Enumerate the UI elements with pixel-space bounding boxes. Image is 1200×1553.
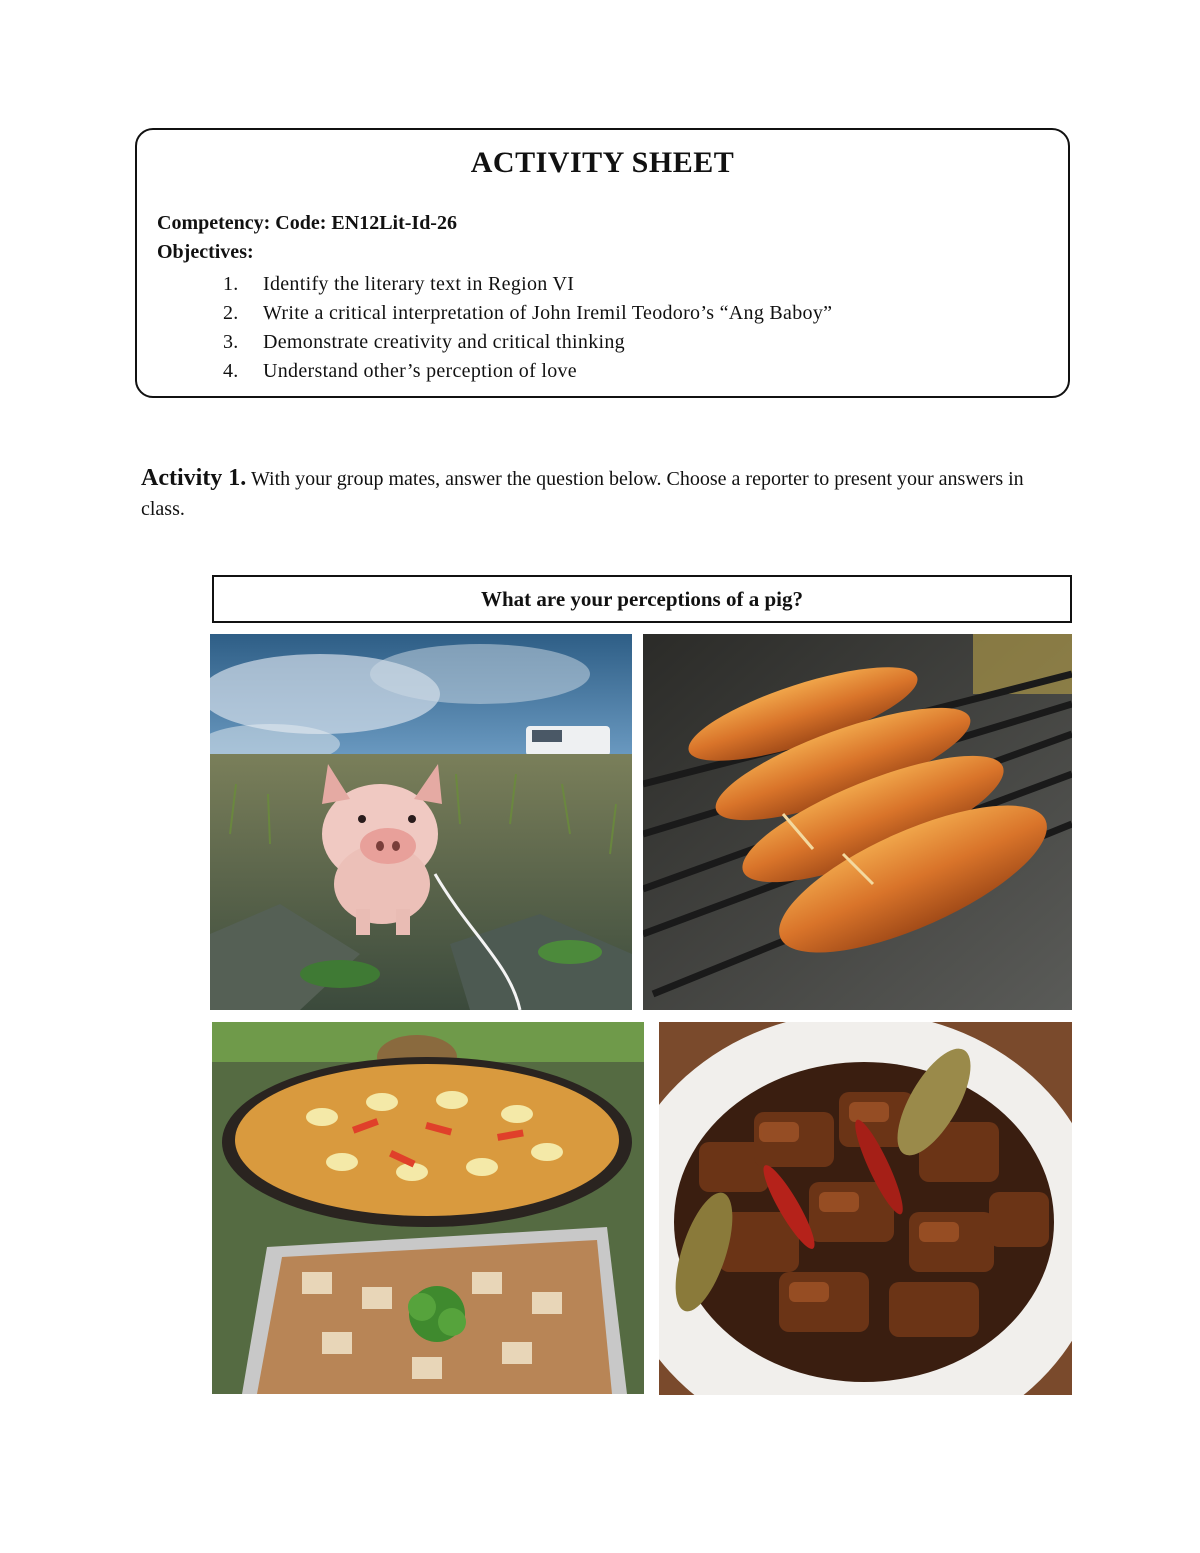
objective-text: Understand other’s perception of love — [263, 360, 577, 382]
adobo-image — [659, 1022, 1072, 1395]
activity-sheet-header — [135, 128, 1070, 398]
objective-item — [223, 357, 832, 386]
lechon-photo — [643, 634, 1072, 1010]
objective-number: 4. — [223, 360, 239, 382]
question-box — [212, 575, 1072, 623]
objective-text: Identify the literary text in Region VI — [263, 273, 575, 295]
sheet-title: ACTIVITY SHEET — [470, 146, 735, 179]
paella-image — [212, 1022, 644, 1394]
objectives-label: Objectives: — [157, 241, 254, 263]
objective-number: 1. — [223, 273, 239, 295]
objective-text: Demonstrate creativity and critical thinking — [263, 331, 625, 353]
paella-photo — [212, 1022, 644, 1394]
objective-text: Write a critical interpretation of John Iremil Teodoro’s “Ang Baboy” — [263, 302, 833, 324]
adobo-photo — [659, 1022, 1072, 1395]
objective-item — [223, 299, 832, 328]
objective-item — [223, 270, 832, 299]
objective-number: 3. — [223, 331, 239, 353]
piglet-image — [210, 634, 632, 1010]
objectives-list — [223, 270, 832, 386]
activity-instructions — [141, 463, 1041, 524]
lechon-image — [643, 634, 1072, 1010]
activity-text: With your group mates, answer the question below. Choose a reporter to present your answers in class. — [141, 468, 1024, 520]
competency-code: Competency: Code: EN12Lit-Id-26 — [157, 212, 457, 234]
objective-number: 2. — [223, 302, 239, 324]
piglet-photo — [210, 634, 632, 1010]
objective-item — [223, 328, 832, 357]
question-text: What are your perceptions of a pig? — [480, 586, 803, 611]
activity-label: Activity 1. — [141, 465, 247, 491]
